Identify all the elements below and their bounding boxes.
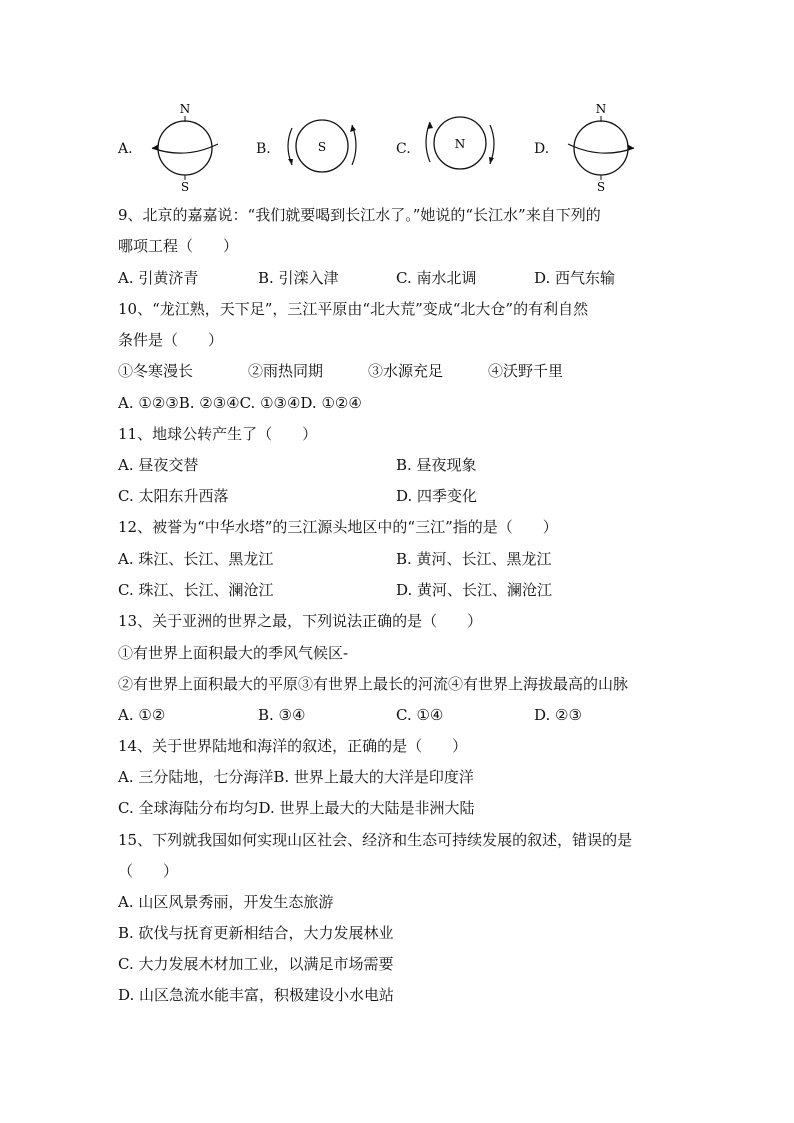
q11-option-a: A. 昼夜交替 <box>118 456 199 474</box>
q15-stem-line1: 15、下列就我国如何实现山区社会、经济和生态可持续发展的叙述，错误的是 <box>118 831 633 849</box>
q15-option-a: A. 山区风景秀丽，开发生态旅游 <box>118 893 334 911</box>
q9-option-c: C. 南水北调 <box>396 269 477 287</box>
q9-option-a: A. 引黄济青 <box>118 269 199 287</box>
figure-d-north-label: N <box>595 102 607 116</box>
q12-option-b: B. 黄河、长江、黑龙江 <box>396 550 552 568</box>
q9-stem-line1: 9、北京的嘉嘉说：“我们就要喝到长江水了。”她说的“长江水”来自下列的 <box>118 206 601 224</box>
q9-option-b: B. 引滦入津 <box>258 269 339 287</box>
figure-a-north-label: N <box>179 102 191 116</box>
figure-b-globe <box>282 113 362 179</box>
q11-option-b: B. 昼夜现象 <box>396 456 477 474</box>
q10-stem-line2: 条件是（ ） <box>118 331 224 349</box>
q15-option-c: C. 大力发展木材加工业，以满足市场需要 <box>118 955 394 973</box>
q13-option-d: D. ②③ <box>534 706 582 724</box>
figure-a-south-label: S <box>180 180 190 192</box>
q13-statements-2-4: ②有世界上面积最大的平原③有世界上最长的河流④有世界上海拔最高的山脉 <box>118 675 629 693</box>
q12-option-d: D. 黄河、长江、澜沧江 <box>396 581 553 599</box>
q12-option-a: A. 珠江、长江、黑龙江 <box>118 550 274 568</box>
q10-item-3: ③水源充足 <box>368 362 444 380</box>
q15-stem-line2: （ ） <box>118 862 179 880</box>
q9-stem-line2: 哪项工程（ ） <box>118 237 239 255</box>
q13-option-a: A. ①② <box>118 706 166 724</box>
q14-options-ab: A. 三分陆地，七分海洋B. 世界上最大的大洋是印度洋 <box>118 768 474 786</box>
figure-c-north-label: N <box>454 137 466 151</box>
figure-b-south-label: S <box>317 140 327 154</box>
figure-d-south-label: S <box>596 180 606 192</box>
q11-stem: 11、地球公转产生了（ ） <box>118 425 318 443</box>
q10-item-4: ④沃野千里 <box>488 362 564 380</box>
figure-c-label: C. <box>396 141 411 157</box>
figure-c-globe <box>420 110 500 176</box>
q15-option-d: D. 山区急流水能丰富，积极建设小水电站 <box>118 986 395 1004</box>
q11-option-c: C. 太阳东升西落 <box>118 487 229 505</box>
figure-d-label: D. <box>534 141 550 157</box>
q13-stem: 13、关于亚洲的世界之最，下列说法正确的是（ ） <box>118 612 483 630</box>
q10-options: A. ①②③B. ②③④C. ①③④D. ①②④ <box>118 394 362 412</box>
q10-item-2: ②雨热同期 <box>248 362 324 380</box>
q10-stem-line1: 10、“龙江熟，天下足”，三江平原由“北大荒”变成“北大仓”的有利自然 <box>118 300 589 318</box>
q12-stem: 12、被誉为“中华水塔”的三江源头地区中的“三江”指的是（ ） <box>118 518 558 536</box>
q13-option-c: C. ①④ <box>396 706 444 724</box>
q14-stem: 14、关于世界陆地和海洋的叙述，正确的是（ ） <box>118 737 468 755</box>
q15-option-b: B. 砍伐与抚育更新相结合，大力发展林业 <box>118 924 394 942</box>
q10-item-1: ①冬寒漫长 <box>118 362 194 380</box>
figure-a-globe <box>140 98 230 192</box>
q12-option-c: C. 珠江、长江、澜沧江 <box>118 581 274 599</box>
q9-option-d: D. 西气东输 <box>534 269 616 287</box>
q13-statement-1: ①有世界上面积最大的季风气候区- <box>118 644 349 662</box>
figure-d-globe <box>556 98 646 192</box>
figure-b-label: B. <box>256 141 271 157</box>
q13-option-b: B. ③④ <box>258 706 306 724</box>
q14-options-cd: C. 全球海陆分布均匀D. 世界上最大的大陆是非洲大陆 <box>118 799 475 817</box>
figure-a-label: A. <box>118 141 133 157</box>
q11-option-d: D. 四季变化 <box>396 487 478 505</box>
